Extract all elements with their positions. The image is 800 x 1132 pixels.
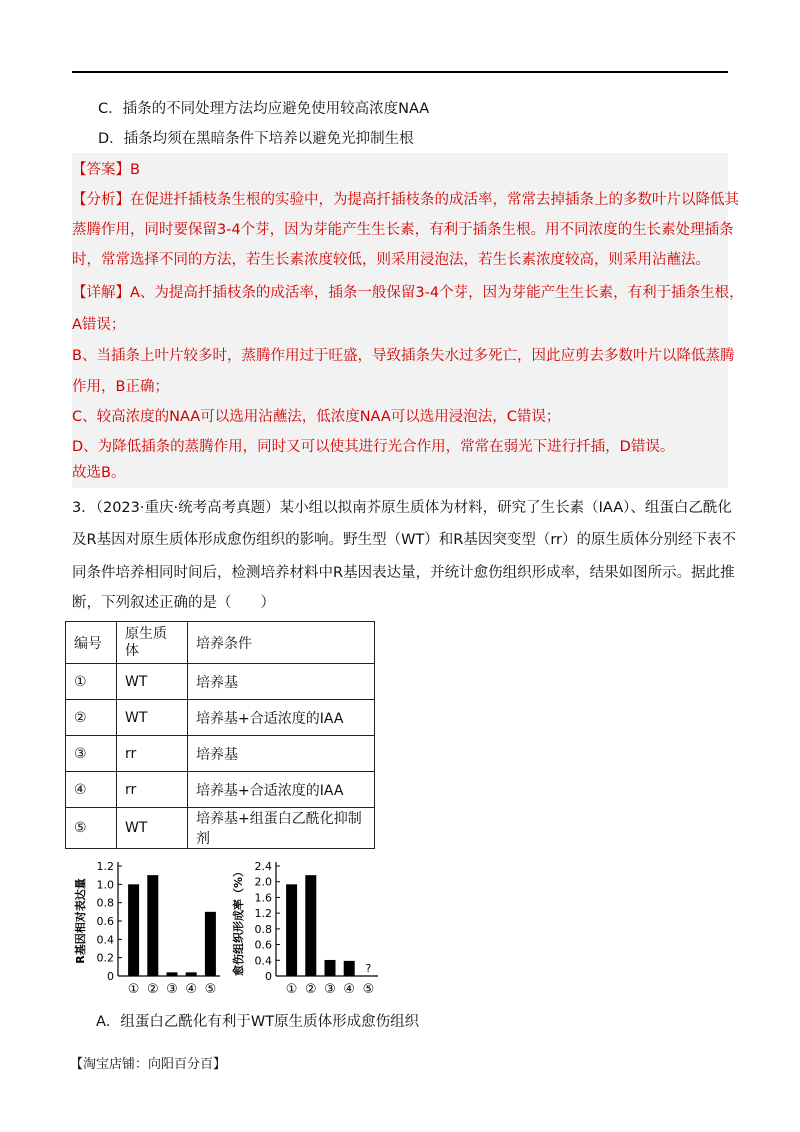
- chart1-x-tick-label: ⑤: [204, 982, 217, 997]
- cell-number: ①: [66, 664, 117, 700]
- chart2-y-tick-label: 0.8: [254, 922, 272, 936]
- analysis-line-2: 蒸腾作用，同时要保留3-4个芽，因为芽能产生生长素，有利于插条生根。用不同浓度的生长素处理插条: [72, 222, 734, 238]
- chart2-y-tick-label: 2.0: [254, 875, 272, 889]
- chart-callus-formation-rate: [228, 852, 388, 1002]
- chart2-y-tick-label: 0: [265, 970, 272, 983]
- question3-line-3: 同条件培养相同时间后，检测培养材料中R基因表达量，并统计愈伤组织形成率，结果如图所示。据此推: [72, 565, 735, 581]
- chart1-y-tick-label: 0.8: [96, 896, 114, 910]
- question3-line-4: 断，下列叙述正确的是（ ）: [72, 595, 275, 611]
- cell-protoplast: WT: [117, 664, 188, 700]
- chart1-bar-5: [205, 912, 216, 976]
- question3-line-2: 及R基因对原生质体形成愈伤组织的影响。野生型（WT）和R基因突变型（rr）的原生质体分别经下表不: [72, 532, 737, 548]
- chart2-y-tick-label: 0.4: [254, 954, 272, 968]
- cell-number: ⑤: [66, 808, 117, 849]
- chart1-y-tick-label: 1.2: [96, 860, 114, 873]
- detail-line-3: B、当插条上叶片较多时，蒸腾作用过于旺盛，导致插条失水过多死亡，因此应剪去多数叶片以降低蒸腾: [72, 348, 735, 364]
- table-row: [66, 808, 375, 849]
- header-protoplast-line-2: 体: [125, 642, 139, 659]
- header-cell-condition: 培养条件: [188, 622, 375, 664]
- chart1-bar-3: [167, 972, 178, 976]
- chart1-bar-1: [128, 884, 139, 976]
- chart1-x-tick-label: ①: [127, 982, 140, 997]
- cell-condition: 培养基: [188, 664, 375, 700]
- footer-shop: 【淘宝店铺：向阳百分百】: [70, 1057, 227, 1072]
- answer-line: 【答案】B: [72, 162, 140, 178]
- chart2-y-tick-label: 1.6: [254, 891, 272, 905]
- chart1-bar-4: [186, 972, 197, 976]
- chart2-x-tick-label: ③: [324, 982, 336, 997]
- cell-number: ④: [66, 772, 117, 808]
- detail-line-1: 【详解】A、为提高扦插枝条的成活率，插条一般保留3-4个芽，因为芽能产生生长素，有利于插条生根，: [72, 285, 744, 301]
- cell-condition: 培养基+合适浓度的IAA: [188, 772, 375, 808]
- chart2-y-tick-label: 2.4: [254, 860, 272, 873]
- chart1-y-tick-label: 0.2: [96, 951, 114, 965]
- cell-protoplast: WT: [117, 700, 188, 736]
- detail-line-5: C、较高浓度的NAA可以选用沾蘸法，低浓度NAA可以选用浸泡法，C错误；: [72, 409, 561, 425]
- chart1-x-tick-label: ②: [146, 982, 159, 997]
- chart1-y-tick-label: 0: [107, 970, 114, 983]
- detail-line-6: D、为降低插条的蒸腾作用，同时又可以使其进行光合作用，常常在弱光下进行扦插，D错误。: [72, 439, 675, 455]
- detail-line-7: 故选B。: [72, 465, 126, 481]
- chart2-y-tick-label: 1.2: [254, 907, 272, 921]
- condition-table: [65, 621, 375, 849]
- chart2-x-tick-label: ⑤: [362, 982, 375, 997]
- option-d-prev: D．插条均须在黑暗条件下培养以避免光抑制生根: [98, 131, 414, 147]
- chart2-x-tick-label: ②: [304, 982, 317, 997]
- cell-protoplast: rr: [117, 772, 188, 808]
- cell-protoplast: WT: [117, 808, 188, 849]
- chart-r-gene-expression: [70, 852, 230, 1002]
- chart1-y-axis-label: R基因相对表达量: [74, 878, 87, 964]
- header-cell-protoplast: [117, 622, 188, 664]
- table-row: [66, 772, 375, 808]
- table-row: [66, 700, 375, 736]
- table-header-row: [66, 622, 375, 664]
- chart2-y-axis-label: 愈伤组织形成率（%）: [232, 865, 245, 977]
- analysis-line-1: 【分析】在促进扦插枝条生根的实验中，为提高扦插枝条的成活率，常常去掉插条上的多数叶片以降低其: [72, 192, 739, 208]
- cell-protoplast: rr: [117, 736, 188, 772]
- header-protoplast-line-1: 原生质: [125, 625, 167, 642]
- chart2-y-tick-label: 0.6: [254, 938, 272, 952]
- chart2-bar-2: [305, 875, 316, 976]
- cell-condition: 培养基+组蛋白乙酰化抑制剂: [188, 808, 375, 849]
- chart1-y-tick-label: 0.6: [96, 915, 114, 928]
- cell-condition: 培养基+合适浓度的IAA: [188, 700, 375, 736]
- cell-condition: 培养基: [188, 736, 375, 772]
- table-row: [66, 736, 375, 772]
- detail-line-2: A错误；: [72, 317, 126, 333]
- cell-number: ③: [66, 736, 117, 772]
- option-c-prev: C．插条的不同处理方法均应避免使用较高浓度NAA: [98, 101, 430, 117]
- header-cell-number: 编号: [66, 622, 117, 664]
- chart1-y-tick-label: 1.0: [96, 878, 114, 892]
- table-row: [66, 664, 375, 700]
- chart2-unknown-label: ?: [365, 962, 372, 975]
- chart2-bar-1: [286, 884, 297, 976]
- chart1-bar-2: [147, 875, 158, 976]
- question3-line-1: 3．（2023·重庆·统考高考真题）某小组以拟南芥原生质体为材料，研究了生长素（IAA）、组蛋白乙酰化: [72, 500, 732, 516]
- chart2-bar-4: [344, 961, 355, 976]
- chart1-y-tick-label: 0.4: [96, 933, 114, 947]
- option-a: A．组蛋白乙酰化有利于WT原生质体形成愈伤组织: [96, 1014, 420, 1030]
- chart1-x-tick-label: ③: [166, 982, 178, 997]
- chart2-x-tick-label: ①: [285, 982, 298, 997]
- cell-number: ②: [66, 700, 117, 736]
- chart2-x-tick-label: ④: [343, 982, 356, 997]
- analysis-line-3: 时，常常选择不同的方法，若生长素浓度较低，则采用浸泡法，若生长素浓度较高，则采用沾蘸法。: [72, 252, 710, 268]
- header-rule: [72, 71, 728, 73]
- detail-line-4: 作用，B正确；: [72, 379, 169, 395]
- chart1-x-tick-label: ④: [185, 982, 198, 997]
- chart2-bar-3: [325, 960, 336, 976]
